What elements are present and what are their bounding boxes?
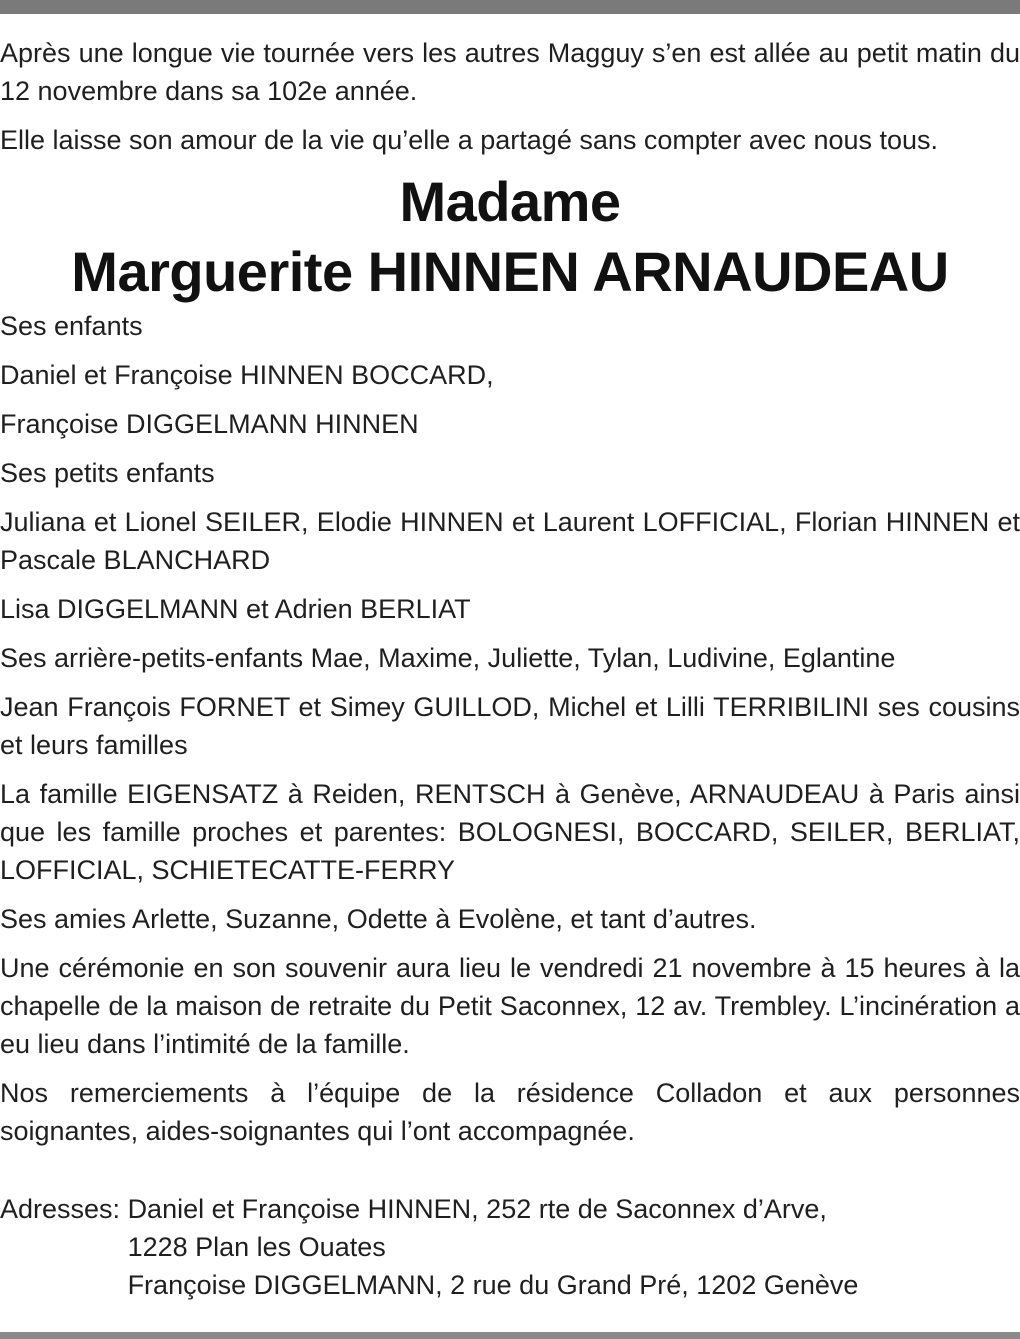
obituary-notice bbox=[0, 34, 1020, 1304]
thanks-paragraph: Nos remerciements à l’équipe de la résidence Colladon et aux personnes soignantes, aides-soignantes qui l’ont accompagnée. bbox=[0, 1078, 1020, 1146]
family-line: Ses arrière-petits-enfants Mae, Maxime, Juliette, Tylan, Ludivine, Eglantine bbox=[0, 643, 896, 673]
intro-paragraph-1: Après une longue vie tournée vers les autres Magguy s’en est allée au petit matin du 12 novembre dans sa 102e année. bbox=[0, 38, 1020, 106]
address-line: 1228 Plan les Ouates bbox=[127, 1232, 386, 1262]
addresses-label: Adresses: bbox=[0, 1194, 128, 1224]
family-line: La famille EIGENSATZ à Reiden, RENTSCH à Genève, ARNAUDEAU à Paris ainsi que les famille proches et parentes: BOLOGNESI, BOCCARD, SEILER, BERLIAT, LOFFICIAL, SCHIETECATTE-FERRY bbox=[0, 779, 1020, 885]
family-line: Daniel et Françoise HINNEN BOCCARD, bbox=[0, 360, 494, 390]
family-line: Françoise DIGGELMANN HINNEN bbox=[0, 409, 419, 439]
family-line: Jean François FORNET et Simey GUILLOD, Michel et Lilli TERRIBILINI ses cousins et leurs familles bbox=[0, 692, 1020, 760]
heading-title: Madame bbox=[399, 170, 621, 233]
address-line: Daniel et Françoise HINNEN, 252 rte de Saconnex d’Arve, bbox=[127, 1194, 827, 1224]
family-line: Juliana et Lionel SEILER, Elodie HINNEN et Laurent LOFFICIAL, Florian HINNEN et Pascale BLANCHARD bbox=[0, 507, 1020, 575]
intro-paragraph-2: Elle laisse son amour de la vie qu’elle a partagé sans compter avec nous tous. bbox=[0, 125, 939, 155]
deceased-name-heading bbox=[0, 167, 1020, 307]
family-line: Ses enfants bbox=[0, 311, 143, 341]
addresses-block bbox=[0, 1190, 1020, 1304]
address-line: Françoise DIGGELMANN, 2 rue du Grand Pré, 1202 Genève bbox=[127, 1270, 859, 1300]
bottom-rule bbox=[0, 1332, 1020, 1339]
top-rule bbox=[0, 0, 1020, 14]
family-line: Lisa DIGGELMANN et Adrien BERLIAT bbox=[0, 594, 471, 624]
family-line: Ses amies Arlette, Suzanne, Odette à Evolène, et tant d’autres. bbox=[0, 904, 757, 934]
heading-name: Marguerite HINNEN ARNAUDEAU bbox=[71, 240, 949, 303]
family-line: Ses petits enfants bbox=[0, 458, 215, 488]
ceremony-paragraph: Une cérémonie en son souvenir aura lieu le vendredi 21 novembre à 15 heures à la chapelle de la maison de retraite du Petit Saconnex, 12 av. Trembley. L’incinération a eu lieu dans l’intimité de la famille. bbox=[0, 953, 1020, 1059]
